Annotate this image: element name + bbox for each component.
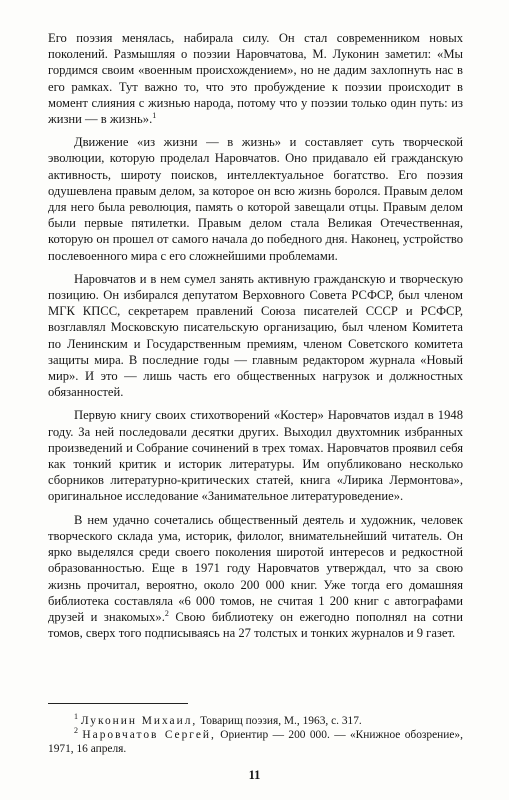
footnote-ref: 1: [152, 110, 157, 120]
paragraph-text: В нем удачно сочетались общественный деятель и художник, человек творческого склада ума, историк, филолог, внимательнейший читатель. Он ярко выделялся среди своего поколения широтой интересов и редкостной образованностью. Еще в 1971 году Наровчатов утверждал, что за свою жизнь прочитал, вероятно, около 200 000 книг. Уже тогда его домашняя библиотека составляла «6 000 томов, не считая 1 200 книг с автографами друзей и знакомых».: [48, 512, 463, 624]
footnotes: [48, 714, 463, 756]
paragraph-text: Наровчатов и в нем сумел занять активную гражданскую и творческую позицию. Он избирался депутатом Верховного Совета РСФСР, был членом МГК КПСС, секретарем правлений Союза писателей СССР и РСФСР, возглавлял Московскую писательскую организацию, был членом Комитета по Ленинским и Государственным премиям, членом Советского комитета защиты мира. В последние годы — главным редактором журнала «Новый мир». И это — лишь часть его общественных нагрузок и должностных обязанностей.: [48, 271, 463, 400]
footnote-text: Ориентир — 200 000. — «Книжное обозрение», 1971, 16 апреля.: [48, 729, 463, 755]
paragraph: [48, 512, 463, 642]
footnote-author: Наровчатов Сергей,: [82, 729, 216, 741]
footnote-author: Луконин Михаил,: [80, 715, 198, 727]
footnote-marker: 1: [74, 712, 78, 722]
paragraph: [48, 134, 463, 264]
paragraph-text: Его поэзия менялась, набирала силу. Он стал современником новых поколений. Размышляя о поэзии Наровчатова, М. Луконин заметил: «Мы гордимся своим «военным происхождением», но не дадим захлопнуть нас в его рамках. Тут важно то, что это пробуждение к поэзии происходит в момент слияния с жизнью народа, потому что у поэзии только один путь: из жизни — в жизнь».: [48, 31, 463, 127]
footnote: [48, 728, 463, 756]
paragraph: [48, 271, 463, 401]
paragraph-text: Движение «из жизни — в жизнь» и составляет суть творческой эволюции, которую проделал Наровчатов. Оно придавало ей гражданскую активность, широту поисков, интеллектуальное богатство. Его поэзия одушевлена правым делом, за которое он всю жизнь боролся. Правым делом для него была революция, память о которой завещали отцы. Правым делом были первые пятилетки. Правым делом стала Великая Отечественная, которую он прошел от самого начала до победного дня. Наконец, устройство послевоенного мира с его сложнейшими проблемами.: [48, 135, 463, 263]
paragraph-text: Первую книгу своих стихотворений «Костер» Наровчатов издал в 1948 году. За ней последовали десятки других. Выходил двухтомник избранных произведений и Собрание сочинений в трех томах. Наровчатов проявил себя как тонкий критик и историк литературы. Им опубликовано несколько сборников литературно-критических статей, книга «Лирика Лермонтова», оригинальное исследование «Занимательное литературоведение».: [48, 408, 463, 504]
paragraph-text: Свою библиотеку он ежегодно пополнял на сотни томов, сверх того подписываясь на 27 толстых и тонких журналов и 9 газет.: [48, 609, 463, 641]
body-text: [48, 30, 463, 648]
footnote-text: Товарищ поэзия, М., 1963, с. 317.: [200, 715, 362, 727]
page-number: 11: [248, 768, 261, 782]
paragraph: [48, 407, 463, 504]
footnote-ref: 2: [164, 608, 169, 618]
footnote: [48, 714, 463, 728]
footnote-divider: [48, 703, 188, 704]
paragraph: [48, 30, 463, 127]
footnote-marker: 2: [74, 726, 78, 736]
